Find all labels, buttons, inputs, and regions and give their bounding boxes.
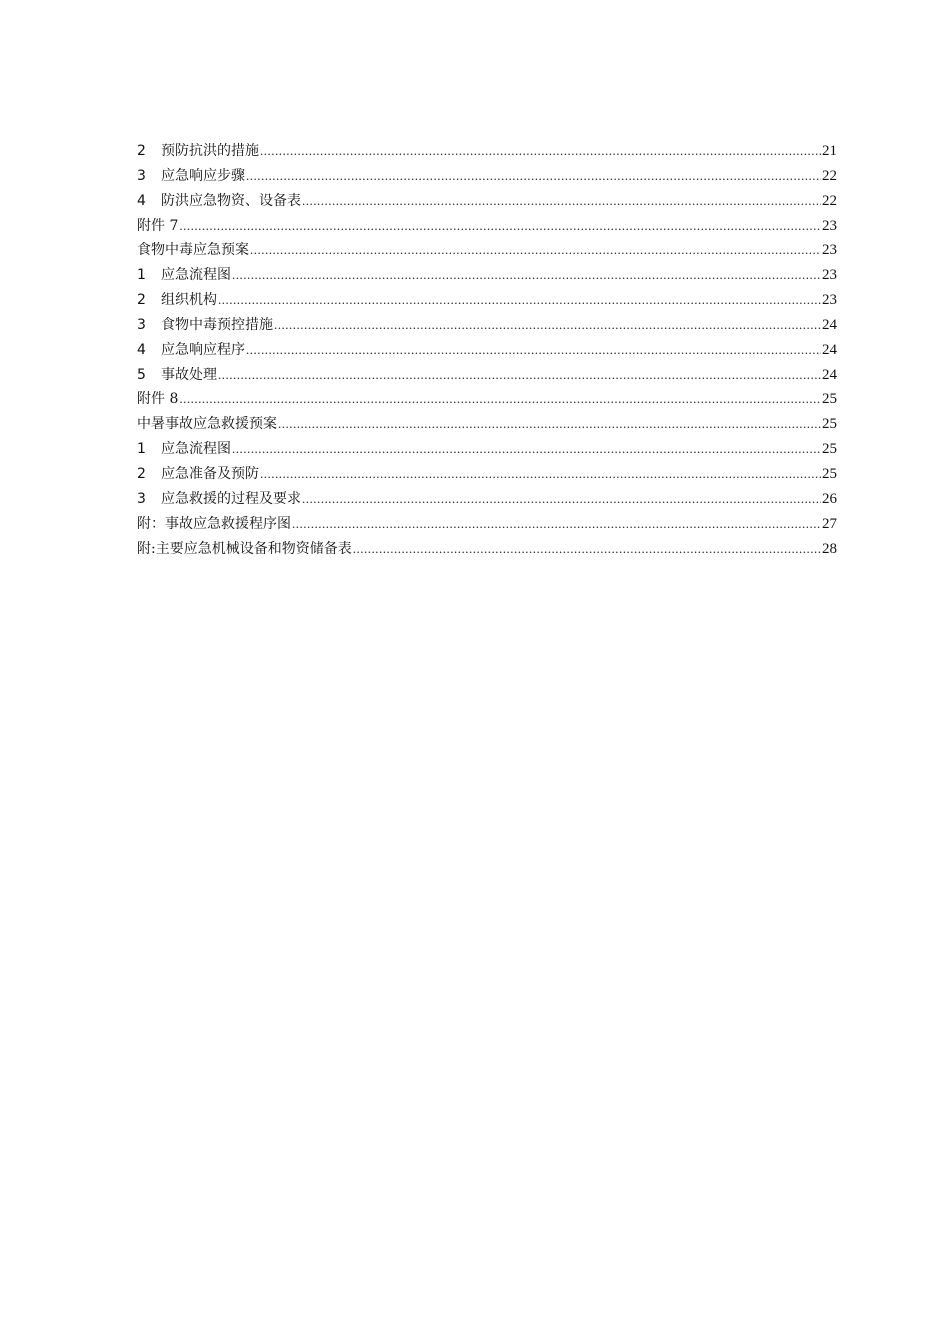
toc-dot-leader (179, 387, 821, 412)
toc-entry-page: 24 (822, 316, 837, 333)
toc-entry[interactable] (137, 412, 837, 437)
toc-dot-leader (302, 487, 821, 512)
toc-entry[interactable] (137, 164, 837, 189)
toc-dot-leader (292, 512, 821, 537)
toc-entry-page: 24 (822, 366, 837, 383)
toc-dot-leader (353, 537, 821, 562)
toc-dot-leader (278, 412, 821, 437)
toc-entry-page: 21 (822, 143, 837, 159)
toc-entry[interactable] (137, 313, 837, 338)
toc-entry[interactable] (137, 189, 837, 214)
toc-entry-number: 5 (137, 366, 146, 383)
toc-entry-number: 1 (137, 441, 146, 458)
toc-dot-leader (260, 462, 821, 487)
toc-entry-page: 23 (822, 217, 837, 234)
toc-entry[interactable] (137, 363, 837, 388)
toc-entry-number: 1 (137, 267, 146, 284)
toc-entry-page: 25 (822, 465, 837, 482)
toc-entry-title: 应急流程图 (161, 441, 231, 458)
toc-entry-title: 附件 7 (137, 217, 179, 234)
toc-entry-title: 应急流程图 (161, 267, 231, 284)
toc-entry-page: 25 (822, 416, 837, 433)
toc-dot-leader (274, 313, 821, 338)
toc-entry-page: 22 (822, 167, 837, 184)
toc-entry[interactable] (137, 512, 837, 537)
toc-entry-number: 2 (137, 143, 146, 159)
toc-entry-page: 24 (822, 341, 837, 358)
toc-entry-title: 应急救援的过程及要求 (161, 490, 301, 507)
toc-entry[interactable] (137, 288, 837, 313)
toc-entry[interactable] (137, 537, 837, 562)
toc-entry-title: 中暑事故应急救援预案 (137, 416, 277, 433)
toc-entry-number: 2 (137, 465, 146, 482)
toc-dot-leader (246, 338, 821, 363)
toc-entry-number: 4 (137, 192, 146, 209)
toc-entry-page: 23 (822, 267, 837, 284)
toc-entry-page: 28 (822, 540, 837, 557)
toc-entry-page: 23 (822, 292, 837, 309)
toc-entry-title: 食物中毒应急预案 (137, 242, 249, 259)
toc-entry[interactable] (137, 214, 837, 239)
toc-dot-leader (246, 164, 821, 189)
toc-entry-title: 防洪应急物资、设备表 (161, 192, 301, 209)
toc-dot-leader (232, 437, 821, 462)
toc-entry-page: 26 (822, 490, 837, 507)
toc-entry[interactable] (137, 387, 837, 412)
toc-dot-leader (232, 263, 821, 288)
toc-entry-number: 4 (137, 341, 146, 358)
toc-dot-leader (218, 288, 821, 313)
toc-entry-page: 25 (822, 441, 837, 458)
toc-entry[interactable] (137, 338, 837, 363)
toc-dot-leader (218, 363, 821, 388)
toc-dot-leader (260, 139, 821, 164)
toc-entry-title: 事故处理 (161, 366, 217, 383)
toc-entry-number: 2 (137, 292, 146, 309)
toc-entry[interactable] (137, 139, 837, 164)
toc-entry-title: 应急响应步骤 (161, 167, 245, 184)
toc-entry-page: 25 (822, 391, 837, 408)
toc-dot-leader (302, 189, 821, 214)
toc-entry-page: 27 (822, 515, 837, 532)
toc-entry-number: 3 (137, 316, 146, 333)
toc-entry-number: 3 (137, 490, 146, 507)
toc-entry-title: 应急响应程序 (161, 341, 245, 358)
toc-dot-leader (250, 238, 821, 263)
toc-entry-page: 22 (822, 192, 837, 209)
toc-entry-title: 附：事故应急救援程序图 (137, 515, 291, 532)
toc-entry[interactable] (137, 238, 837, 263)
toc-dot-leader (179, 214, 821, 239)
toc-entry[interactable] (137, 263, 837, 288)
toc-entry-number: 3 (137, 167, 146, 184)
toc-entry-page: 23 (822, 242, 837, 259)
toc-entry[interactable] (137, 437, 837, 462)
toc-entry-title: 组织机构 (161, 292, 217, 309)
toc-entry[interactable] (137, 487, 837, 512)
toc-entry-title: 附:主要应急机械设备和物资储备表 (137, 540, 352, 557)
toc-entry-title: 食物中毒预控措施 (161, 316, 273, 333)
table-of-contents (137, 139, 837, 561)
toc-entry-title: 应急准备及预防 (161, 465, 259, 482)
toc-entry[interactable] (137, 462, 837, 487)
toc-entry-title: 预防抗洪的措施 (161, 143, 259, 159)
toc-entry-title: 附件 8 (137, 391, 179, 408)
